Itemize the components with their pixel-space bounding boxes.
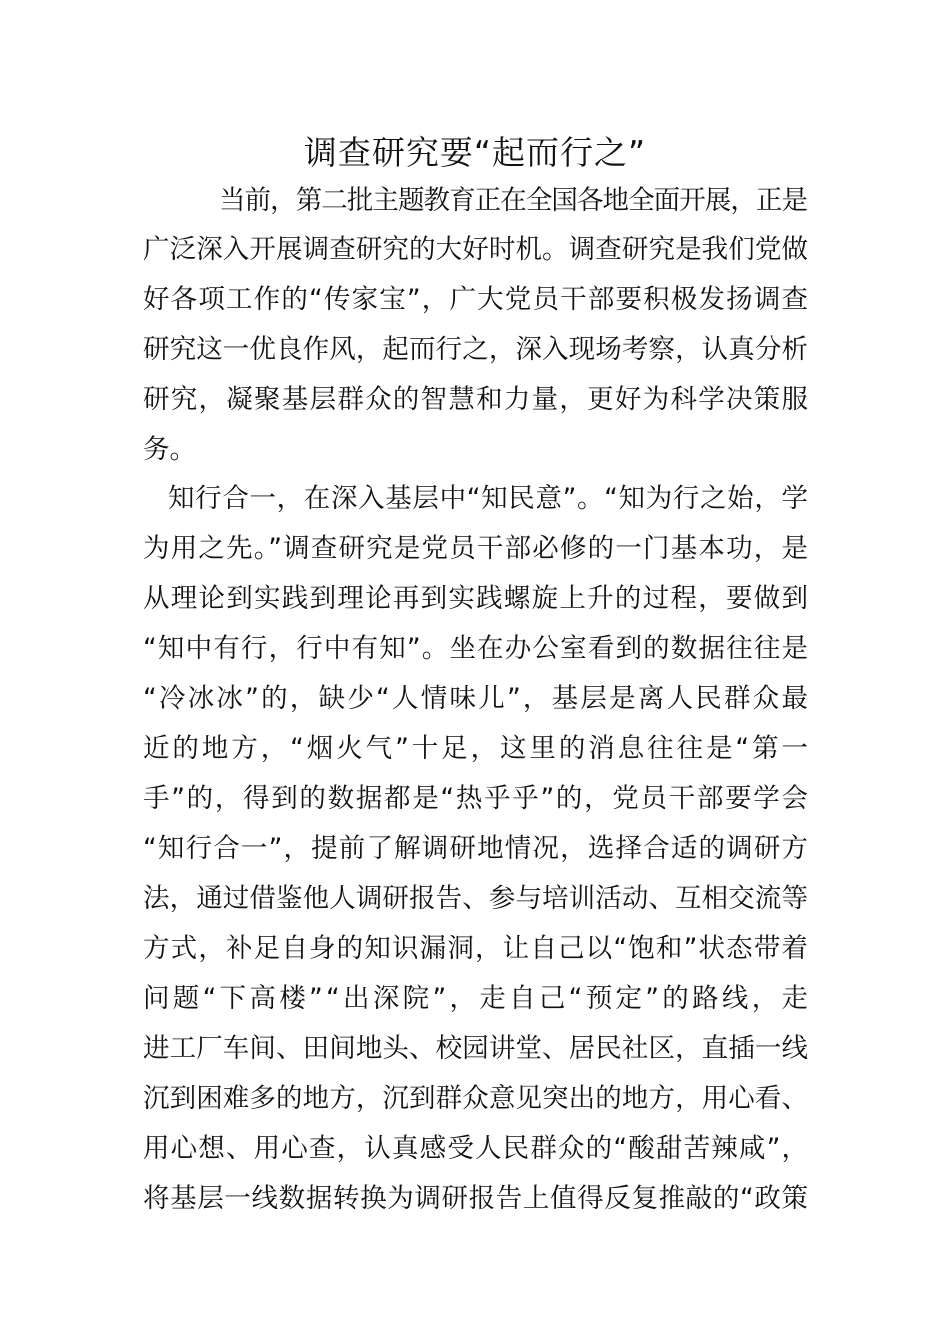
paragraph-line: 近的地方，“烟火气”十足，这里的消息往往是“第一 [143,733,811,764]
paragraph-line: 当前，第二批主题教育正在全国各地全面开展，正是 [219,185,808,216]
paragraph-line: 沉到困难多的地方，沉到群众意见突出的地方，用心看、 [143,1083,809,1114]
paragraph-line: 问题“下高楼”“出深院”，走自己“预定”的路线，走 [143,983,812,1014]
paragraph-line: 方式，补足自身的知识漏洞，让自己以“饱和”状态带着 [143,933,810,964]
paragraph-line: 从理论到实践到理论再到实践螺旋上升的过程，要做到 [143,583,810,614]
document-title: 调查研究要“起而行之” [303,133,647,172]
paragraph-line: 法，通过借鉴他人调研报告、参与培训活动、互相交流等 [143,883,809,914]
paragraph-line: 广泛深入开展调查研究的大好时机。调查研究是我们党做 [143,234,809,265]
paragraph-line: 进工厂车间、田间地头、校园讲堂、居民社区，直插一线 [143,1033,809,1064]
paragraph-line: 手”的，得到的数据都是“热乎乎”的，党员干部要学会 [143,783,810,814]
paragraph-line: 好各项工作的“传家宝”，广大党员干部要积极发扬调查 [143,284,810,315]
paragraph-line: 将基层一线数据转换为调研报告上值得反复推敲的“政策 [143,1183,809,1214]
paragraph-line: 用心想、用心查，认真感受人民群众的“酸甜苦辣咸”， [143,1133,810,1164]
paragraph-line: 为用之先。”调查研究是党员干部必修的一门基本功，是 [143,533,810,564]
paragraph-line: “冷冰冰”的，缺少“人情味儿”，基层是离人民群众最 [143,683,811,714]
paragraph-line: 务。 [143,434,196,465]
paragraph-line: 研究，凝聚基层群众的智慧和力量，更好为科学决策服 [143,384,810,415]
paragraph-line: “知中有行，行中有知”。坐在办公室看到的数据往往是 [143,633,810,664]
paragraph-line: “知行合一”，提前了解调研地情况，选择合适的调研方 [143,833,810,864]
paragraph-line: 研究这一优良作风，起而行之，深入现场考察，认真分析 [143,334,809,365]
paragraph-line: 知行合一，在深入基层中“知民意”。“知为行之始，学 [168,483,809,514]
